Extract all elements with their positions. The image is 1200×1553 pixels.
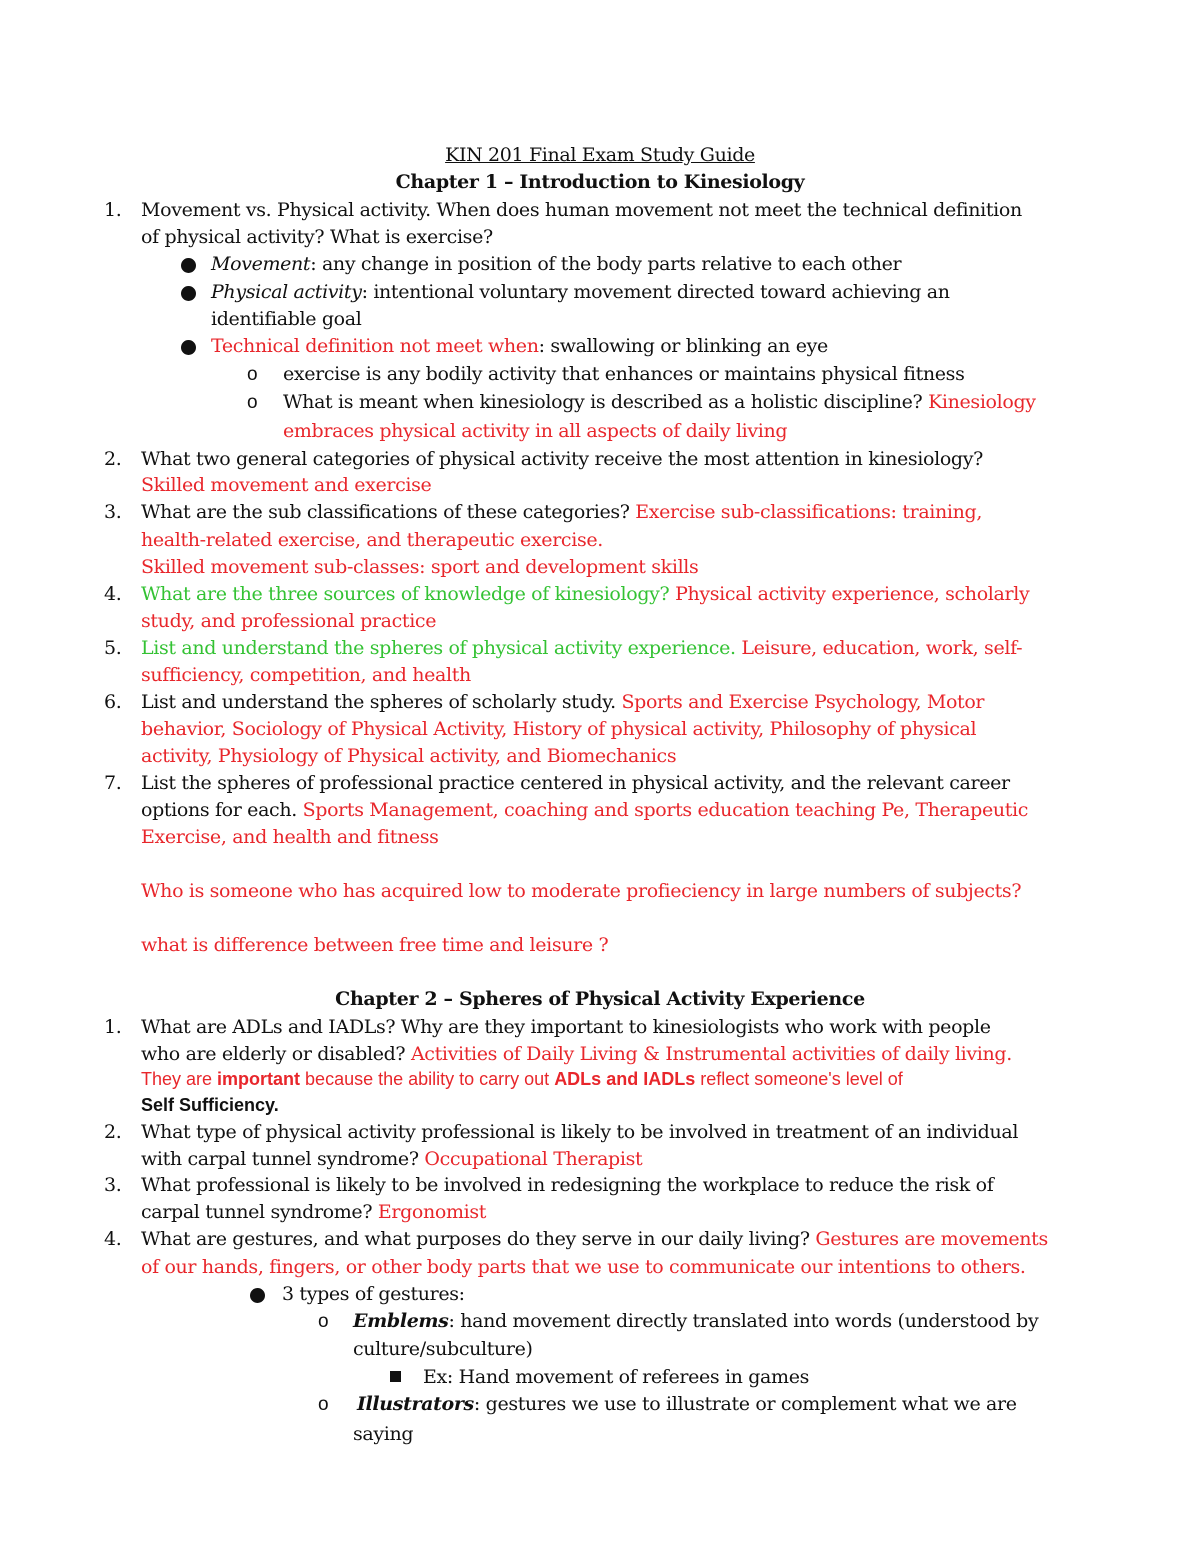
ch2-q4-illustrators: Illustrators: gestures we use to illustrate or complement what we are	[357, 1393, 1017, 1415]
ch1-extra-question-2: what is difference between free time and leisure ?	[141, 934, 609, 956]
ch2-q1-answer-line2: They are important because the ability to carry out ADLs and IADLs reflect someone's level of	[141, 1069, 903, 1089]
ch2-q1-number: 1.	[104, 1016, 122, 1038]
ch2-q2-number: 2.	[104, 1121, 122, 1143]
document-title: KIN 201 Final Exam Study Guide	[445, 144, 755, 166]
bullet-icon	[250, 1288, 265, 1303]
ch2-q2-question-line2: with carpal tunnel syndrome? Occupational Therapist	[141, 1148, 643, 1170]
ch1-q7-number: 7.	[104, 772, 122, 794]
ch1-q7-answer-line2: Exercise, and health and fitness	[141, 826, 439, 848]
ch1-q6-answer-line2: behavior, Sociology of Physical Activity, History of physical activity, Philosophy of physical	[141, 718, 977, 740]
bullet-icon	[181, 340, 196, 355]
ch1-q1-sub-exercise: exercise is any bodily activity that enhances or maintains physical fitness	[283, 363, 965, 385]
ch1-q6-number: 6.	[104, 691, 122, 713]
ch2-q4-bullet-gesture-types: 3 types of gestures:	[282, 1283, 465, 1305]
ch1-q2-answer: Skilled movement and exercise	[141, 474, 432, 496]
chapter-2-heading: Chapter 2 – Spheres of Physical Activity Experience	[335, 988, 865, 1010]
bullet-icon	[181, 258, 196, 273]
ch1-q1-sub-holistic-answer: embraces physical activity in all aspects of daily living	[283, 420, 788, 442]
ch2-q3-question-line2: carpal tunnel syndrome? Ergonomist	[141, 1201, 487, 1223]
ch1-q1-sub-o-icon: o	[247, 364, 258, 385]
ch1-q1-line1: Movement vs. Physical activity. When does human movement not meet the technical definition	[141, 199, 1022, 221]
ch1-q3-number: 3.	[104, 501, 122, 523]
ch2-q4-sub-o-icon: o	[318, 1394, 329, 1415]
ch1-q1-sub-holistic: What is meant when kinesiology is described as a holistic discipline? Kinesiology	[283, 391, 1036, 413]
ch1-q6-question: List and understand the spheres of scholarly study. Sports and Exercise Psychology, Motor	[141, 691, 985, 713]
chapter-1-heading: Chapter 1 – Introduction to Kinesiology	[395, 171, 805, 193]
ch1-q1-bullet-movement: Movement: any change in position of the body parts relative to each other	[211, 253, 902, 275]
ch1-q1-line2: of physical activity? What is exercise?	[141, 226, 493, 248]
ch1-q2-question: What two general categories of physical activity receive the most attention in kinesiology?	[141, 448, 983, 470]
ch2-q4-question: What are gestures, and what purposes do they serve in our daily living? Gestures are movements	[141, 1228, 1048, 1250]
ch1-extra-question-1: Who is someone who has acquired low to moderate profieciency in large numbers of subjects?	[141, 880, 1022, 902]
ch2-q1-answer-line3: Self Sufficiency.	[141, 1095, 279, 1115]
ch1-q3-answer-line3: Skilled movement sub-classes: sport and development skills	[141, 556, 699, 578]
ch2-q4-sub-o-icon: o	[318, 1311, 329, 1332]
ch1-q3-answer-line2: health-related exercise, and therapeutic exercise.	[141, 529, 603, 551]
ch2-q2-question: What type of physical activity professional is likely to be involved in treatment of an individual	[141, 1121, 1019, 1143]
ch1-q1-bullet-physical-activity-line2: identifiable goal	[211, 308, 362, 330]
ch2-q4-emblems-example: Ex: Hand movement of referees in games	[423, 1366, 809, 1388]
ch2-q3-question: What professional is likely to be involved in redesigning the workplace to reduce the risk of	[141, 1174, 994, 1196]
ch2-q1-question-line2: who are elderly or disabled? Activities of Daily Living & Instrumental activities of daily living.	[141, 1043, 1012, 1065]
square-bullet-icon	[390, 1371, 401, 1382]
ch2-q4-number: 4.	[104, 1228, 122, 1250]
ch1-q4-number: 4.	[104, 583, 122, 605]
ch1-q4-question: What are the three sources of knowledge of kinesiology? Physical activity experience, scholarly	[141, 583, 1030, 605]
ch1-q5-answer-line2: sufficiency, competition, and health	[141, 664, 471, 686]
ch2-q4-answer-line2: of our hands, fingers, or other body parts that we use to communicate our intentions to others.	[141, 1256, 1026, 1278]
ch2-q4-emblems-line2: culture/subculture)	[353, 1338, 533, 1360]
ch1-q3-question: What are the sub classifications of these categories? Exercise sub-classifications: training,	[141, 501, 983, 523]
ch1-q1-bullet-technical: Technical definition not meet when: swallowing or blinking an eye	[211, 335, 828, 357]
ch1-q4-answer-line2: study, and professional practice	[141, 610, 437, 632]
ch1-q2-number: 2.	[104, 448, 122, 470]
ch2-q3-number: 3.	[104, 1174, 122, 1196]
bullet-icon	[181, 286, 196, 301]
ch1-q5-number: 5.	[104, 637, 122, 659]
ch1-q1-bullet-physical-activity: Physical activity: intentional voluntary movement directed toward achieving an	[211, 281, 950, 303]
ch2-q4-emblems: Emblems: hand movement directly translated into words (understood by	[353, 1310, 1039, 1332]
ch1-q1-sub-o-icon: o	[247, 392, 258, 413]
ch1-q1-number: 1.	[104, 199, 122, 221]
ch2-q1-question: What are ADLs and IADLs? Why are they important to kinesiologists who work with people	[141, 1016, 991, 1038]
ch1-q7-question: List the spheres of professional practice centered in physical activity, and the relevant career	[141, 772, 1010, 794]
ch1-q5-question: List and understand the spheres of physical activity experience. Leisure, education, work, self-	[141, 637, 1023, 659]
ch2-q4-illustrators-line2: saying	[353, 1423, 414, 1445]
ch1-q7-question-line2: options for each. Sports Management, coaching and sports education teaching Pe, Therapeutic	[141, 799, 1029, 821]
ch1-q6-answer-line3: activity, Physiology of Physical activity, and Biomechanics	[141, 745, 677, 767]
